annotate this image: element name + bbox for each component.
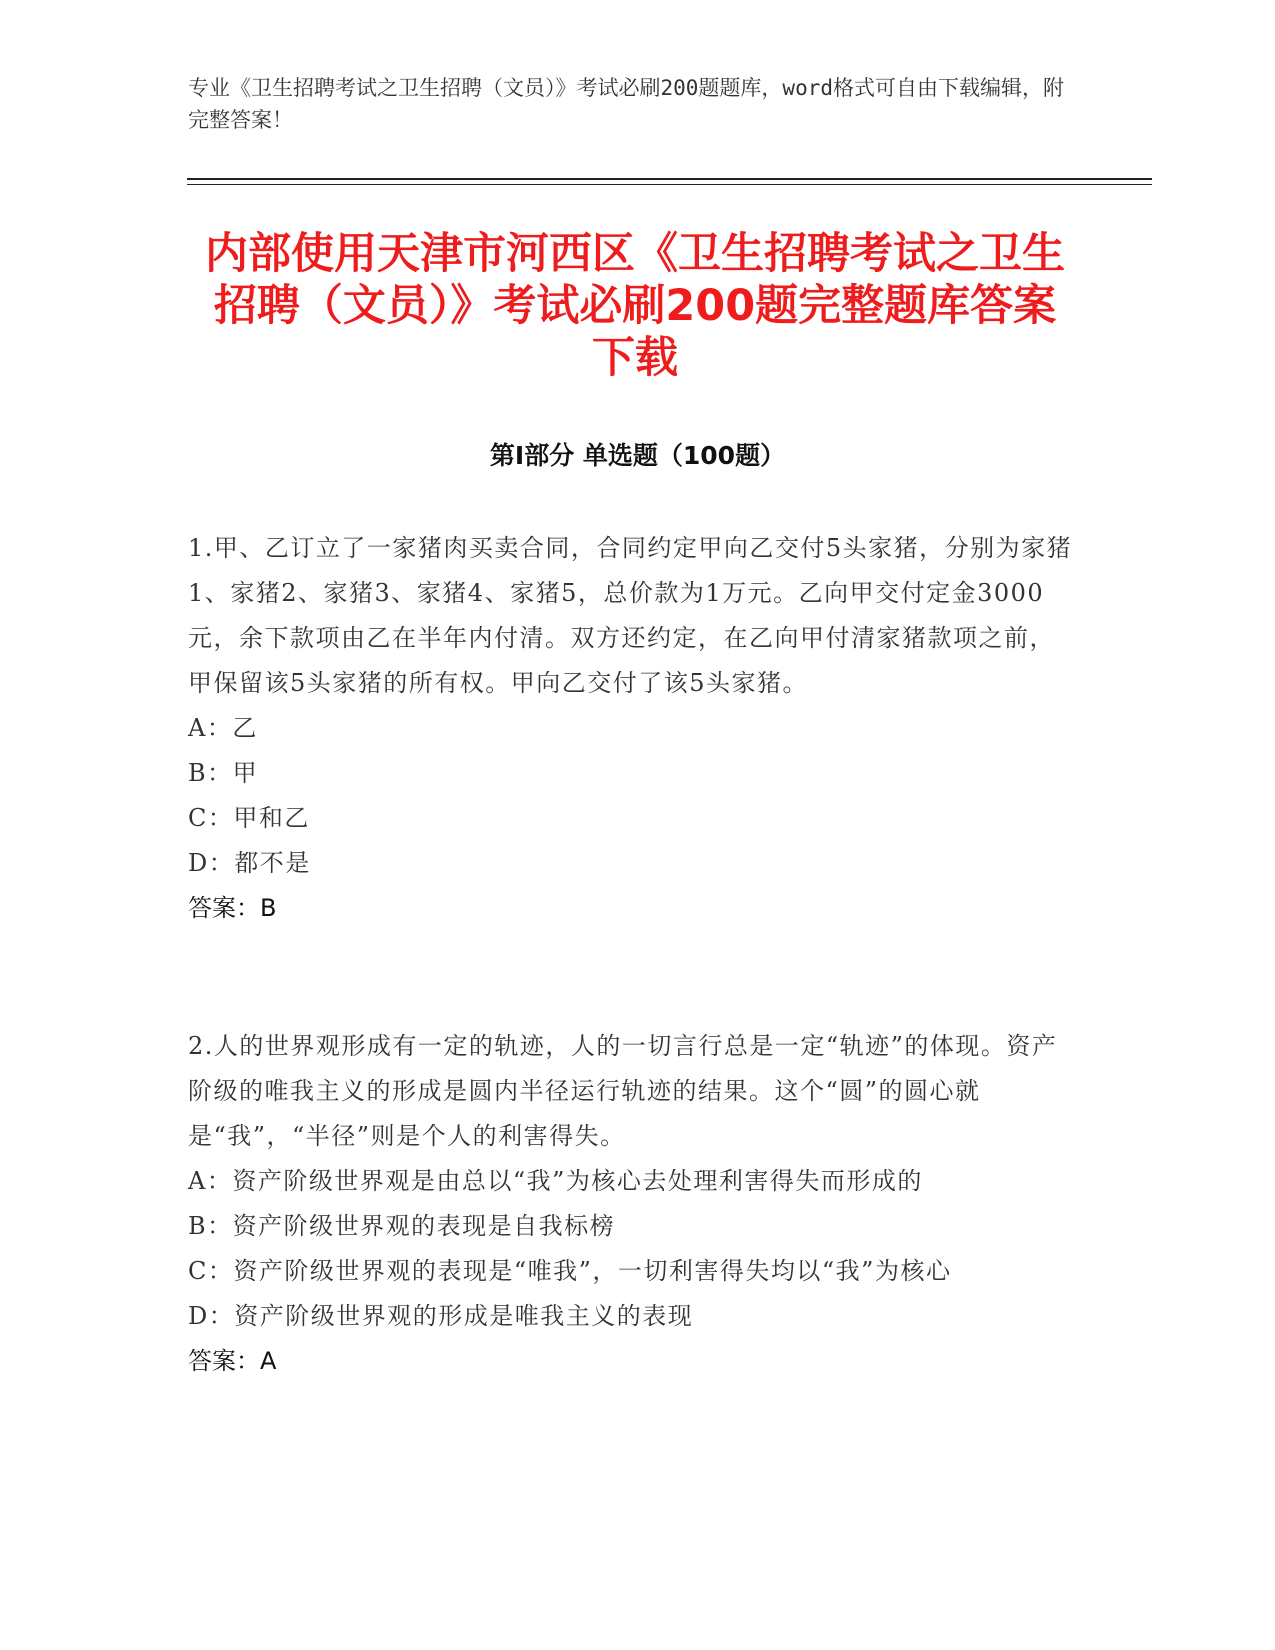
- option-c: C：甲和乙: [188, 804, 310, 832]
- document-title: 内部使用天津市河西区《卫生招聘考试之卫生招聘（文员）》考试必刷200题完整题库答案下载: [205, 229, 1065, 383]
- answer-line: 答案：A: [188, 1347, 277, 1375]
- question-stem: 2.人的世界观形成有一定的轨迹，人的一切言行总是一定“轨迹”的体现。资产阶级的唯我主义的形成是圆内半径运行轨迹的结果。这个“圆”的圆心就是“我”，“半径”则是个人的利害得失。: [188, 1032, 1058, 1150]
- option-b: B：资产阶级世界观的表现是自我标榜: [188, 1212, 616, 1240]
- option-a: A：资产阶级世界观是由总以“我”为核心去处理利害得失而形成的: [188, 1167, 923, 1195]
- header-divider-thin: [187, 184, 1152, 185]
- option-a: A：乙: [188, 714, 258, 742]
- question-stem: 1.甲、乙订立了一家猪肉买卖合同，合同约定甲向乙交付5头家猪，分别为家猪1、家猪2、家猪3、家猪4、家猪5，总价款为1万元。乙向甲交付定金3000元，余下款项由乙在半年内付清。双方还约定，在乙向甲付清家猪款项之前，甲保留该5头家猪的所有权。甲向乙交付了该5头家猪。: [188, 534, 1073, 697]
- question-1: [188, 526, 1078, 931]
- header-note: 专业《卫生招聘考试之卫生招聘（文员）》考试必刷200题题库，word格式可自由下载编辑，附完整答案！: [188, 76, 1064, 132]
- option-d: D：都不是: [188, 849, 311, 877]
- answer-line: 答案：B: [188, 894, 277, 922]
- header-divider-thick: [187, 178, 1152, 180]
- option-c: C：资产阶级世界观的表现是“唯我”，一切利害得失均以“我”为核心: [188, 1257, 952, 1285]
- option-d: D：资产阶级世界观的形成是唯我主义的表现: [188, 1302, 694, 1330]
- question-2: [188, 1024, 1078, 1384]
- option-b: B：甲: [188, 759, 259, 787]
- section-title: 第I部分 单选题（100题）: [489, 441, 786, 470]
